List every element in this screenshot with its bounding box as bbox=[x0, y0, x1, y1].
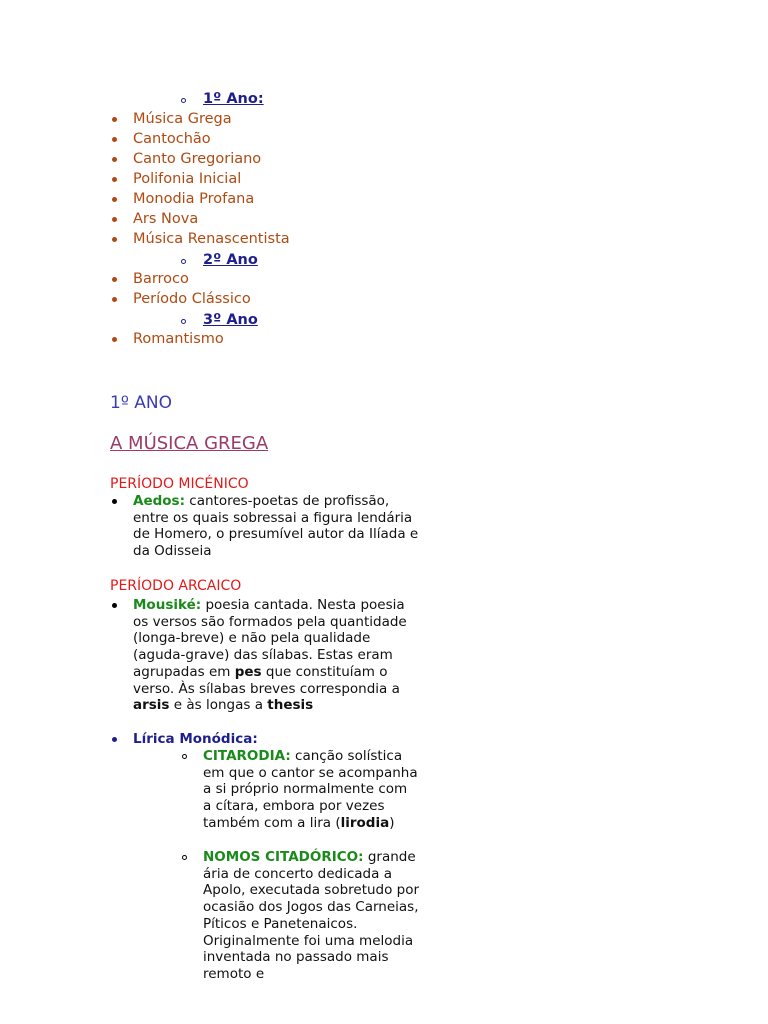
toc-item-barroco: Barroco bbox=[133, 271, 189, 287]
bullet-icon bbox=[112, 237, 117, 242]
heading-year: 1º ANO bbox=[110, 393, 172, 413]
toc-link-year1[interactable]: 1º Ano: bbox=[203, 91, 264, 107]
toc-item-renascentista: Música Renascentista bbox=[133, 231, 290, 247]
toc-item-cantochao: Cantochão bbox=[133, 131, 211, 147]
bullet-icon bbox=[112, 277, 117, 282]
toc-item-musica-grega: Música Grega bbox=[133, 111, 232, 127]
mousike-text-1: poesia cantada. Nesta poesia os versos são formados pela quantidade (longa-breve) e não pela qualidade (aguda-grave) das sílabas. Estas eram agrupadas em bbox=[133, 597, 407, 680]
bullet-icon bbox=[112, 177, 117, 182]
term-lirodia: lirodia bbox=[340, 814, 390, 831]
lirica-monodica-label: Lírica Monódica: bbox=[133, 731, 258, 747]
citarodia-end: ) bbox=[389, 814, 395, 831]
bullet-icon bbox=[112, 603, 117, 608]
toc-item-ars-nova: Ars Nova bbox=[133, 211, 199, 227]
circle-bullet-icon bbox=[182, 855, 187, 860]
bullet-icon bbox=[112, 137, 117, 142]
aedos-term: Aedos: bbox=[133, 493, 185, 509]
mousike-term: Mousiké: bbox=[133, 597, 202, 613]
nomos-paragraph bbox=[203, 849, 421, 983]
period-micenico-title: PERÍODO MICÉNICO bbox=[110, 476, 249, 492]
toc-item-monodia: Monodia Profana bbox=[133, 191, 255, 207]
toc-item-romantismo: Romantismo bbox=[133, 331, 224, 347]
term-pes: pes bbox=[234, 663, 262, 680]
bullet-icon bbox=[112, 157, 117, 162]
mousike-text-2: que constituíam o verso. Às sílabas breves correspondia a bbox=[133, 663, 400, 697]
nomos-term: NOMOS CITADÓRICO: bbox=[203, 849, 364, 865]
bullet-icon bbox=[112, 499, 117, 504]
mousike-text-3: e às longas a bbox=[169, 697, 268, 714]
toc-link-year2[interactable]: 2º Ano bbox=[203, 252, 258, 268]
term-arsis: arsis bbox=[133, 697, 170, 714]
bullet-icon bbox=[112, 117, 117, 122]
citarodia-paragraph bbox=[203, 748, 418, 832]
bullet-icon bbox=[112, 737, 117, 742]
toc-item-canto-gregoriano: Canto Gregoriano bbox=[133, 151, 262, 167]
circle-bullet-icon bbox=[181, 319, 186, 324]
period-arcaico-title: PERÍODO ARCAICO bbox=[110, 578, 242, 594]
term-thesis: thesis bbox=[267, 697, 314, 714]
toc-item-classico: Período Clássico bbox=[133, 291, 251, 307]
bullet-icon bbox=[112, 297, 117, 302]
heading-section: A MÚSICA GREGA bbox=[110, 433, 269, 454]
aedos-paragraph bbox=[133, 493, 423, 560]
circle-bullet-icon bbox=[181, 98, 186, 103]
toc-item-polifonia: Polifonia Inicial bbox=[133, 171, 242, 187]
mousike-paragraph bbox=[133, 597, 415, 714]
toc-link-year3[interactable]: 3º Ano bbox=[203, 312, 258, 328]
circle-bullet-icon bbox=[181, 259, 186, 264]
aedos-text: cantores-poetas de profissão, entre os quais sobressai a figura lendária de Homero, o presumível autor da Ilíada e da Odisseia bbox=[133, 493, 419, 560]
bullet-icon bbox=[112, 197, 117, 202]
citarodia-text: canção solística em que o cantor se acompanha a si próprio normalmente com a cítara, embora por vezes também com a lira ( bbox=[203, 748, 418, 831]
bullet-icon bbox=[112, 217, 117, 222]
nomos-text: grande ária de concerto dedicada a Apolo, executada sobretudo por ocasião dos Jogos das Carneias, Píticos e Panetenaicos. Originalmente foi uma melodia inventada no passado mais remoto e bbox=[203, 849, 420, 982]
circle-bullet-icon bbox=[182, 754, 187, 759]
citarodia-term: CITARODIA: bbox=[203, 748, 291, 764]
bullet-icon bbox=[112, 337, 117, 342]
